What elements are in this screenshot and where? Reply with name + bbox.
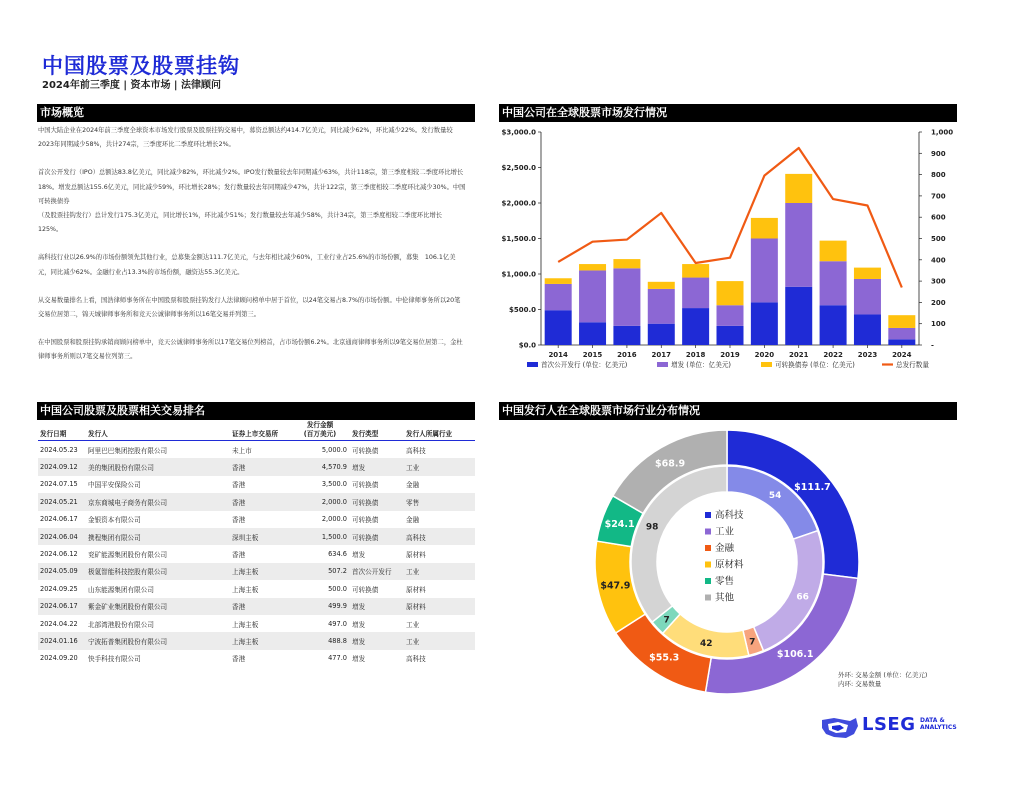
y-right-tick-label: 100 [931, 320, 946, 329]
bar-segment [751, 239, 778, 303]
total-count-line [558, 148, 902, 288]
bar-segment [579, 322, 606, 345]
y-left-tick-label: $3,000.0 [501, 128, 536, 137]
cell-issuer: 山东能源集团有限公司 [88, 585, 154, 594]
industry-donut-chart [590, 425, 865, 700]
bar-segment [545, 310, 572, 345]
inner-ring-value-label: 54 [768, 490, 782, 501]
cell-type: 增发 [352, 655, 366, 664]
x-tick-label: 2018 [685, 351, 706, 359]
outer-ring-value-label: $24.1 [604, 519, 635, 531]
cell-industry: 零售 [404, 493, 475, 510]
y-left-tick-label: $0.0 [518, 341, 536, 350]
y-right-tick-label: 800 [931, 171, 946, 180]
y-right-tick-label: 900 [931, 149, 946, 158]
x-tick-label: 2020 [754, 351, 775, 359]
deals-table-body [38, 441, 475, 668]
y-right-tick-label: 400 [931, 256, 946, 265]
page-title: 中国股票及股票挂钩 [42, 54, 240, 78]
y-right-tick-label: - [931, 341, 934, 350]
cell-date: 2024.04.22 [40, 619, 78, 628]
bar-segment [854, 314, 881, 345]
bar-segment [820, 305, 847, 345]
cell-issuer: 阿里巴巴集团控股有限公司 [88, 446, 168, 455]
bar-segment [682, 264, 709, 277]
cell-date: 2024.06.04 [38, 528, 86, 545]
x-tick-label: 2024 [892, 351, 912, 359]
x-tick-label: 2019 [720, 351, 740, 359]
donut-legend-label: 高科技 [715, 510, 744, 521]
cell-exchange: 上海主板 [232, 620, 259, 629]
table-row [38, 598, 475, 615]
bar-segment [613, 259, 640, 268]
cell-date: 2024.06.12 [40, 550, 78, 559]
bar-segment [717, 326, 744, 345]
cell-industry: 高科技 [406, 446, 426, 455]
col-header-amount-line2: (百万美元) [303, 430, 337, 438]
bar-segment [785, 287, 812, 345]
bar-segment [820, 261, 847, 305]
donut-legend-label: 其他 [715, 592, 735, 604]
bar-segment [545, 278, 572, 284]
cell-exchange: 香港 [230, 598, 290, 615]
cell-exchange: 上海主板 [230, 563, 290, 580]
bar-segment [648, 289, 675, 324]
cell-amount: 499.9 [290, 598, 350, 615]
x-tick-label: 2023 [857, 351, 878, 359]
lseg-logo-tagline [920, 717, 957, 731]
overview-paragraph: 从交易数量排名上看，国浩律师事务所在中国股票和股票挂钩发行人法律顾问榜单中居于首位，以24笔交易占8.7%的市场份额。中伦律师事务所以20笔交易位居第二，锦天城律师事务所和竞天公诚律师事务所以16笔交易并列第三。 [38, 296, 461, 319]
x-tick-label: 2016 [617, 351, 637, 359]
bar-segment [545, 284, 572, 310]
inner-ring-value-label: 66 [796, 592, 809, 603]
bar-segment [717, 281, 744, 305]
donut-note [838, 671, 927, 689]
table-row [38, 511, 475, 528]
bar-segment [888, 339, 915, 345]
outer-ring-value-label: $111.7 [794, 482, 831, 494]
donut-note-inner: 内环: 交易数量 [838, 680, 882, 688]
cell-industry: 工业 [404, 458, 475, 475]
bar-segment [888, 328, 915, 339]
cell-amount: 634.6 [328, 550, 347, 559]
bar-segment [613, 268, 640, 326]
cell-amount: 477.0 [328, 654, 347, 663]
inner-ring-value-label: 42 [700, 638, 713, 649]
table-row [38, 615, 475, 632]
cell-amount: 1,500.0 [290, 528, 350, 545]
cell-industry: 工业 [406, 620, 420, 629]
outer-ring-value-label: $68.9 [655, 458, 686, 470]
cell-amount: 5,000.0 [321, 445, 347, 454]
overview-paragraph: 在中国股票和股票挂钩承销商顾问榜单中，竞天公诚律师事务所以17笔交易位列榜首，占市场份额6.2%。北京通商律师事务所以9笔交易位居第二，金杜律师事务所则以7笔交易位列第三。 [38, 339, 463, 361]
cell-industry: 原材料 [406, 551, 426, 560]
cell-type: 可转换债 [352, 481, 379, 490]
y-right-tick-label: 200 [931, 298, 946, 307]
donut-note-outer: 外环: 交易金额 (单位：亿美元) [838, 671, 928, 679]
cell-date: 2024.05.23 [40, 445, 78, 454]
col-header-exchange: 证券上市交易所 [230, 420, 290, 441]
y-right-tick-label: 300 [931, 277, 946, 286]
cell-type: 可转换债 [350, 493, 404, 510]
x-tick-label: 2014 [548, 351, 568, 359]
col-header-type: 发行类型 [350, 420, 404, 441]
cell-issuer: 快手科技有限公司 [88, 655, 141, 664]
overview-paragraph: 首次公开发行（IPO）总额达83.8亿美元，同比减少82%，环比减少2%。IPO发行数量较去年同期减少63%，共计118宗，第三季度相较二季度环比增长18%。增发总额达155.6亿美元，同比减少59%，环比增长28%；发行数量较去年同期减少47%，共计122宗，第三季度相较二季度环比减少30%。中国可转换债券 [38, 169, 466, 205]
cell-amount: 497.0 [328, 619, 347, 628]
bar-segment [888, 315, 915, 328]
issuance-chart-heading: 中国公司在全球股票市场发行情况 [499, 104, 957, 122]
bar-segment [854, 279, 881, 315]
cell-issuer: 紫金矿业集团股份有限公司 [86, 598, 230, 615]
y-left-tick-label: $2,000.0 [501, 199, 536, 208]
cell-issuer: 携程集团有限公司 [86, 528, 230, 545]
y-right-tick-label: 600 [931, 213, 946, 222]
y-right-tick-label: 1,000 [931, 128, 954, 137]
lseg-logo-text: LSEG [862, 714, 916, 735]
cell-amount: 3,500.0 [321, 480, 347, 489]
table-row [38, 441, 475, 459]
cell-exchange: 香港 [232, 655, 246, 664]
legend-swatch [657, 362, 668, 367]
table-row [38, 632, 475, 649]
cell-industry: 高科技 [404, 528, 475, 545]
cell-date: 2024.09.20 [40, 654, 78, 663]
cell-industry: 原材料 [404, 598, 475, 615]
legend-label: 可转换债券 (单位：亿美元) [775, 361, 855, 369]
table-row [38, 528, 475, 545]
y-left-tick-label: $500.0 [508, 306, 536, 314]
cell-date: 2024.07.15 [40, 480, 78, 489]
bar-segment [579, 264, 606, 270]
cell-amount: 500.0 [328, 584, 347, 593]
bar-segment [682, 308, 709, 345]
cell-exchange: 上海主板 [230, 632, 290, 649]
overview-paragraph: 中国大陆企业在2024年前三季度全球资本市场发行股票及股票挂钩交易中，募资总额达约414.7亿美元，同比减少62%，环比减少22%。发行数量较2023年同期减少58%，共计274宗，三季度环比二季度环比增长2%。 [38, 127, 453, 149]
cell-type: 增发 [352, 551, 366, 560]
legend-label: 总发行数量 [896, 361, 929, 369]
cell-issuer: 极氪智能科技控股有限公司 [86, 563, 230, 580]
cell-type: 可转换债 [350, 528, 404, 545]
bar-segment [682, 278, 709, 309]
cell-industry: 工业 [404, 563, 475, 580]
bar-segment [717, 305, 744, 326]
y-left-tick-label: $1,500.0 [501, 235, 536, 243]
cell-date: 2024.06.17 [40, 515, 78, 524]
y-left-tick-label: $2,500.0 [501, 164, 536, 172]
bar-segment [785, 174, 812, 203]
cell-date: 2024.05.09 [38, 563, 86, 580]
legend-label: 首次公开发行 (单位：亿美元) [541, 361, 628, 369]
outer-ring-value-label: $47.9 [600, 580, 631, 592]
lseg-logo-mark [822, 718, 858, 738]
cell-issuer: 北部湾港股份有限公司 [88, 620, 154, 629]
bar-segment [785, 203, 812, 287]
cell-exchange: 深圳主板 [230, 528, 290, 545]
bar-segment [579, 270, 606, 322]
donut-legend-swatch [705, 545, 711, 551]
page-subtitle: 2024年前三季度 | 资本市场 | 法律顾问 [42, 80, 222, 91]
donut-legend-label: 工业 [715, 526, 735, 538]
cell-exchange: 未上市 [232, 446, 252, 455]
cell-amount: 2,000.0 [321, 515, 347, 524]
x-tick-label: 2021 [788, 351, 809, 359]
cell-type: 可转换债 [352, 585, 379, 594]
cell-amount: 2,000.0 [290, 493, 350, 510]
cell-type: 首次公开发行 [350, 563, 404, 580]
bar-segment [854, 268, 881, 279]
cell-type: 增发 [350, 598, 404, 615]
legend-label: 增发 (单位：亿美元) [671, 361, 731, 369]
cell-issuer: 兖矿能源集团股份有限公司 [88, 551, 168, 560]
x-tick-label: 2015 [582, 351, 603, 359]
bar-segment [751, 218, 778, 239]
overview-heading: 市场概览 [37, 104, 475, 122]
y-left-tick-label: $1,000.0 [501, 270, 536, 279]
cell-exchange: 香港 [230, 493, 290, 510]
col-header-date: 发行日期 [38, 420, 86, 441]
industry-chart-heading: 中国发行人在全球股票市场行业分布情况 [499, 402, 957, 420]
outer-ring-value-label: $55.3 [649, 652, 680, 664]
lseg-tagline-2: ANALYTICS [920, 724, 957, 731]
donut-legend-label: 零售 [715, 576, 735, 587]
legend-swatch [527, 362, 538, 367]
deals-heading: 中国公司股票及股票相关交易排名 [37, 402, 475, 420]
bar-segment [820, 241, 847, 262]
cell-exchange: 上海主板 [232, 585, 259, 594]
cell-type: 可转换债 [352, 516, 379, 525]
cell-date: 2024.01.16 [38, 632, 86, 649]
cell-issuer: 宁波拓普集团股份有限公司 [86, 632, 230, 649]
cell-exchange: 香港 [232, 551, 246, 560]
cell-exchange: 香港 [230, 458, 290, 475]
cell-amount: 488.8 [290, 632, 350, 649]
table-row [38, 545, 475, 562]
cell-industry: 原材料 [406, 585, 426, 594]
cell-exchange: 香港 [232, 481, 246, 490]
cell-date: 2024.05.21 [38, 493, 86, 510]
cell-date: 2024.09.25 [40, 584, 78, 593]
donut-legend-swatch [705, 512, 711, 518]
donut-legend-swatch [705, 578, 711, 584]
cell-issuer: 中国平安保险公司 [88, 481, 141, 490]
cell-type: 增发 [350, 632, 404, 649]
outer-ring-value-label: $106.1 [776, 648, 814, 660]
cell-date: 2024.06.17 [38, 598, 86, 615]
cell-amount: 4,570.9 [290, 458, 350, 475]
cell-exchange: 香港 [232, 516, 246, 525]
cell-industry: 金融 [406, 516, 420, 525]
cell-issuer: 美的集团股份有限公司 [86, 458, 230, 475]
bar-segment [648, 282, 675, 289]
y-right-tick-label: 700 [931, 192, 946, 201]
lseg-tagline-1: DATA & [920, 717, 945, 724]
donut-legend-label: 金融 [715, 543, 735, 554]
overview-paragraph: （及股票挂钩发行）总计发行175.3亿美元，同比增长1%，环比减少51%；发行数量较去年减少58%，共计34宗，第三季度相较二季度环比增长125%。 [38, 212, 443, 234]
table-row [38, 580, 475, 597]
table-row [38, 476, 475, 493]
col-header-amount-line1: 发行金额 [306, 421, 334, 429]
inner-ring-value-label: 7 [663, 615, 670, 626]
cell-type: 可转换债 [352, 446, 379, 455]
bar-segment [751, 302, 778, 345]
cell-amount: 507.2 [290, 563, 350, 580]
x-tick-label: 2017 [651, 351, 672, 359]
cell-type: 增发 [350, 458, 404, 475]
cell-issuer: 金银资本有限公司 [88, 516, 141, 525]
inner-ring-value-label: 7 [749, 637, 756, 648]
x-tick-label: 2022 [823, 351, 843, 359]
y-right-tick-label: 500 [931, 235, 946, 243]
col-header-industry: 发行人所属行业 [404, 420, 475, 441]
table-row [38, 493, 475, 510]
issuance-chart [499, 124, 965, 374]
table-row [38, 650, 475, 667]
donut-legend-label: 原材料 [715, 559, 744, 571]
cell-industry: 高科技 [406, 655, 426, 664]
inner-ring-value-label: 98 [645, 522, 659, 533]
table-row [38, 563, 475, 580]
cell-industry: 工业 [404, 632, 475, 649]
donut-legend-swatch [705, 595, 711, 601]
cell-type: 增发 [352, 620, 366, 629]
bar-segment [648, 324, 675, 345]
market-overview [38, 124, 466, 379]
table-row [38, 458, 475, 475]
cell-issuer: 京东商城电子商务有限公司 [86, 493, 230, 510]
donut-legend-swatch [705, 562, 711, 568]
col-header-issuer: 发行人 [86, 420, 230, 441]
legend-swatch [761, 362, 772, 367]
cell-industry: 金融 [406, 481, 420, 490]
bar-segment [613, 326, 640, 345]
deals-table [38, 420, 475, 667]
donut-legend-swatch [705, 529, 711, 535]
cell-date: 2024.09.12 [38, 458, 86, 475]
col-header-amount [290, 420, 350, 441]
overview-paragraph: 高科技行业以26.9%的市场份额领先其他行业，总募集金额达111.7亿美元，与去年相比减少60%，工业行业占25.6%的市场份额，募集 106.1亿美元，同比减少62%。金融行业占13.3%的市场份额，融资达55.3亿美元。 [38, 254, 456, 276]
